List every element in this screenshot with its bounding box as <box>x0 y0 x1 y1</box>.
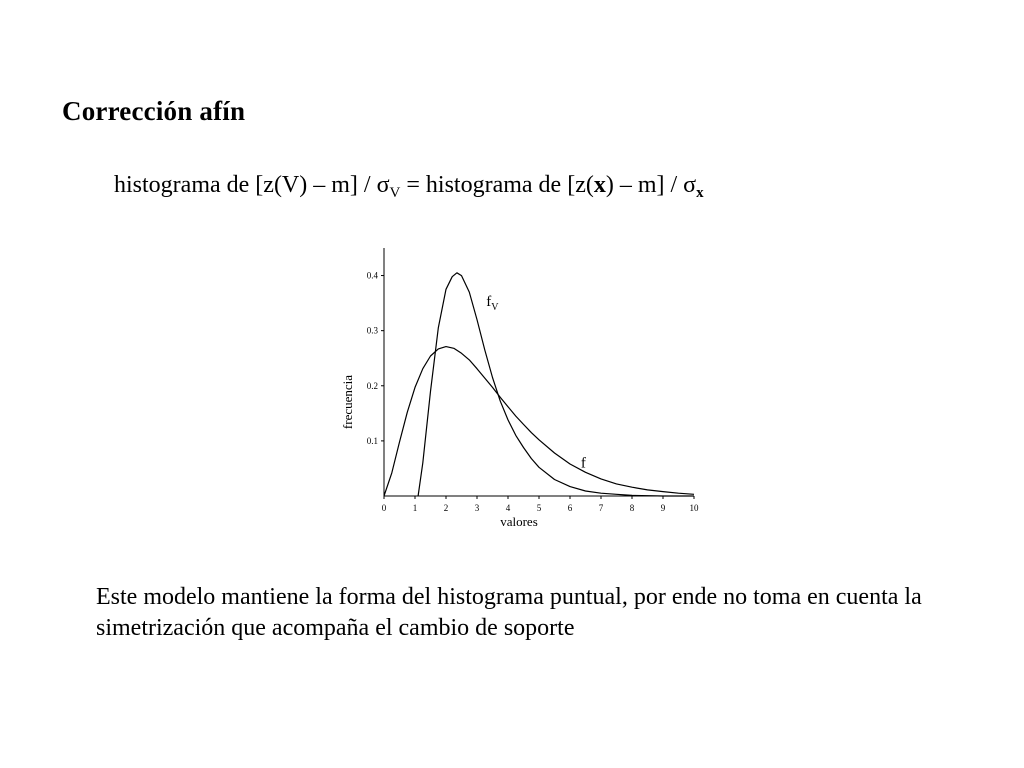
formula-subscript-v: V <box>389 185 401 201</box>
x-tick-label: 5 <box>536 503 542 513</box>
x-tick-label: 1 <box>412 503 418 513</box>
formula-text <box>114 172 704 202</box>
x-tick-label: 10 <box>689 503 699 513</box>
series-line-f <box>384 347 694 496</box>
chart-axes <box>384 248 694 496</box>
x-tick-label: 0 <box>381 503 387 513</box>
y-tick-label: 0.1 <box>366 435 378 446</box>
curve-label-f: f <box>580 455 586 472</box>
x-tick-label: 4 <box>505 503 511 513</box>
y-tick-label: 0.4 <box>366 270 378 281</box>
chart-ticks <box>367 271 699 513</box>
frequency-chart <box>330 240 710 540</box>
x-tick-label: 3 <box>474 503 480 513</box>
y-tick-label: 0.2 <box>366 380 378 391</box>
formula-subscript-x: x <box>696 185 704 201</box>
x-tick-label: 2 <box>443 503 449 513</box>
formula-part-1: histograma de [z(V) – m] / σ <box>114 172 390 198</box>
slide-title: Corrección afín <box>62 96 246 126</box>
x-axis-label: valores <box>500 514 538 529</box>
curve-label-fV: $f_V$ <box>486 293 499 313</box>
formula-part-3: ) – m] / σ <box>605 172 697 198</box>
series-line-fV <box>418 273 694 496</box>
x-tick-label: 8 <box>629 503 635 513</box>
description-text: Este modelo mantiene la forma del histograma puntual, por ende no toma en cuenta la simetrización que acompaña el cambio de soporte <box>96 584 922 641</box>
x-tick-label: 9 <box>660 503 666 513</box>
y-tick-label: 0.3 <box>366 325 378 336</box>
formula-bold-x: x <box>593 172 606 198</box>
curve-label-subscript: V <box>491 301 499 313</box>
x-tick-label: 7 <box>598 503 604 513</box>
x-tick-label: 6 <box>567 503 573 513</box>
y-axis-label: frecuencia <box>340 374 355 430</box>
formula-part-2: = histograma de [z( <box>400 172 594 198</box>
chart-series <box>384 273 694 496</box>
